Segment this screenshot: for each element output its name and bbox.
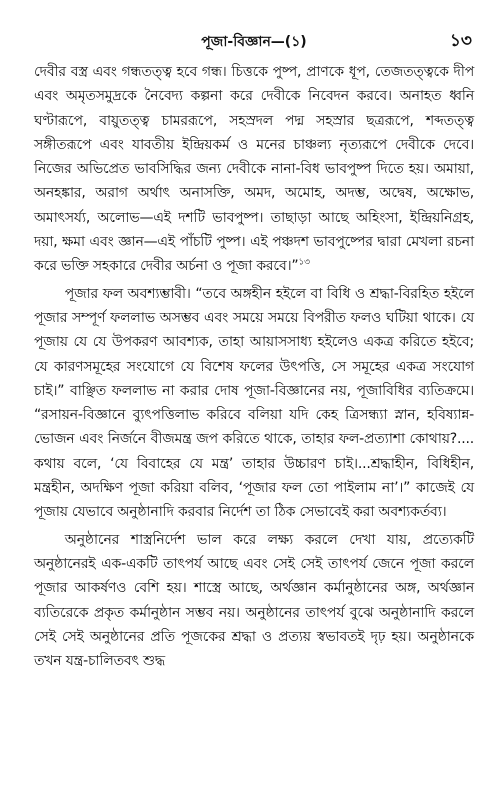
- paragraph-3-text: অনুষ্ঠানের শাস্ত্রনির্দেশ ভাল করে লক্ষ্য করলে দেখা যায়, প্রত্যেকটি অনুষ্ঠানেরই এক-একটি তাৎপর্য আছে এবং সেই সেই তাৎপর্য জেনে পূজা করলে পূজার আকর্ষণও বেশি হয়। শাস্ত্রে আছে, অর্থজ্ঞান কর্মানুষ্ঠানের অঙ্গ, অর্থজ্ঞান ব্যতিরেকে প্রকৃত কর্মানুষ্ঠান সম্ভব নয়। অনুষ্ঠানের তাৎপর্য বুঝে অনুষ্ঠানাদি করলে সেই সেই অনুষ্ঠানের প্রতি পূজকের শ্রদ্ধা ও প্রত্যয় স্বভাবতই দৃঢ় হয়। অনুষ্ঠানকে তখন যন্ত্র-চালিতবৎ শুদ্ধ: [34, 531, 474, 670]
- running-title: পূজা-বিজ্ঞান—(১): [201, 34, 307, 50]
- paragraph-2-text: পূজার ফল অবশ্যম্ভাবী। “তবে অঙ্গহীন হইলে বা বিধি ও শ্রদ্ধা-বিরহিত হইলে পূজার সম্পূর্ণ ফললাভ অসম্ভব এবং সময়ে সময়ে বিপরীত ফলও ঘটিয়া থাকে। যে পূজায় যে যে উপকরণ আবশ্যক, তাহা আয়াসসাধ্য হইলেও একত্র করিতে হইবে; যে কারণসমূহের সংযোগে যে বিশেষ ফলের উৎপত্তি, সে সমূহের একত্র সংযোগ চাই।” বাঞ্ছিত ফললাভ না করার দোষ পূজা-বিজ্ঞানের নয়, পূজাবিধির ব্যতিক্রমে। “রসায়ন-বিজ্ঞানে ব্যুৎপত্তিলাভ করিবে বলিয়া যদি কেহ ত্রিসন্ধ্যা স্নান, হবিষ্যান্ন-ভোজন এবং নির্জনে বীজমন্ত্র জপ করিতে থাকে, তাহার ফল-প্রত্যাশা কোথায়?.... কথায় বলে, ‘যে বিবাহের যে মন্ত্র’ তাহার উচ্চারণ চাই।...শ্রদ্ধাহীন, বিধিহীন, মন্ত্রহীন, অদক্ষিণ পূজা করিয়া বলিব, ‘পূজার ফল তো পাইলাম না’।” কাজেই যে পূজায় যেভাবে অনুষ্ঠানাদি করবার নির্দেশ তা ঠিক সেভাবেই করা অবশ্যকর্তব্য।: [34, 285, 474, 521]
- paragraph-3: [34, 528, 474, 674]
- page-number: ১৩: [449, 31, 472, 51]
- footnote-ref: ১৩: [298, 257, 310, 268]
- page-header: [34, 0, 474, 60]
- paragraph-2: [34, 282, 474, 525]
- paragraph-1: [34, 60, 474, 279]
- paragraph-1-text: দেবীর বস্ত্র এবং গন্ধতত্ত্ব হবে গন্ধ। চিত্তকে পুষ্প, প্রাণকে ধূপ, তেজতত্ত্বকে দীপ এবং অমৃতসমুদ্রকে নৈবেদ্য কল্পনা করে দেবীকে নিবেদন করবে। অনাহত ধ্বনি ঘণ্টারূপে, বায়ুতত্ত্ব চামররূপে, সহস্রদল পদ্ম সহস্রার ছত্ররূপে, শব্দতত্ত্ব সঙ্গীতরূপে এবং যাবতীয় ইন্দ্রিয়কর্ম ও মনের চাঞ্চল্য নৃত্যরূপে দেবীকে দেবে। নিজের অভিপ্রেত ভাবসিদ্ধির জন্য দেবীকে নানা-বিধ ভাবপুষ্প দিতে হয়। অমায়া, অনহঙ্কার, অরাগ অর্থাৎ অনাসক্তি, অমদ, অমোহ, অদম্ভ, অদ্বেষ, অক্ষোভ, অমাৎসর্য্য, অলোভ—এই দশটি ভাবপুষ্প। তাছাড়া আছে অহিংসা, ইন্দ্রিয়নিগ্রহ, দয়া, ক্ষমা এবং জ্ঞান—এই পাঁচটি পুষ্প। এই পঞ্চদশ ভাবপুষ্পের দ্বারা মেখলা রচনা করে ভক্তি সহকারে দেবীর অর্চনা ও পূজা করবে।”: [34, 64, 474, 275]
